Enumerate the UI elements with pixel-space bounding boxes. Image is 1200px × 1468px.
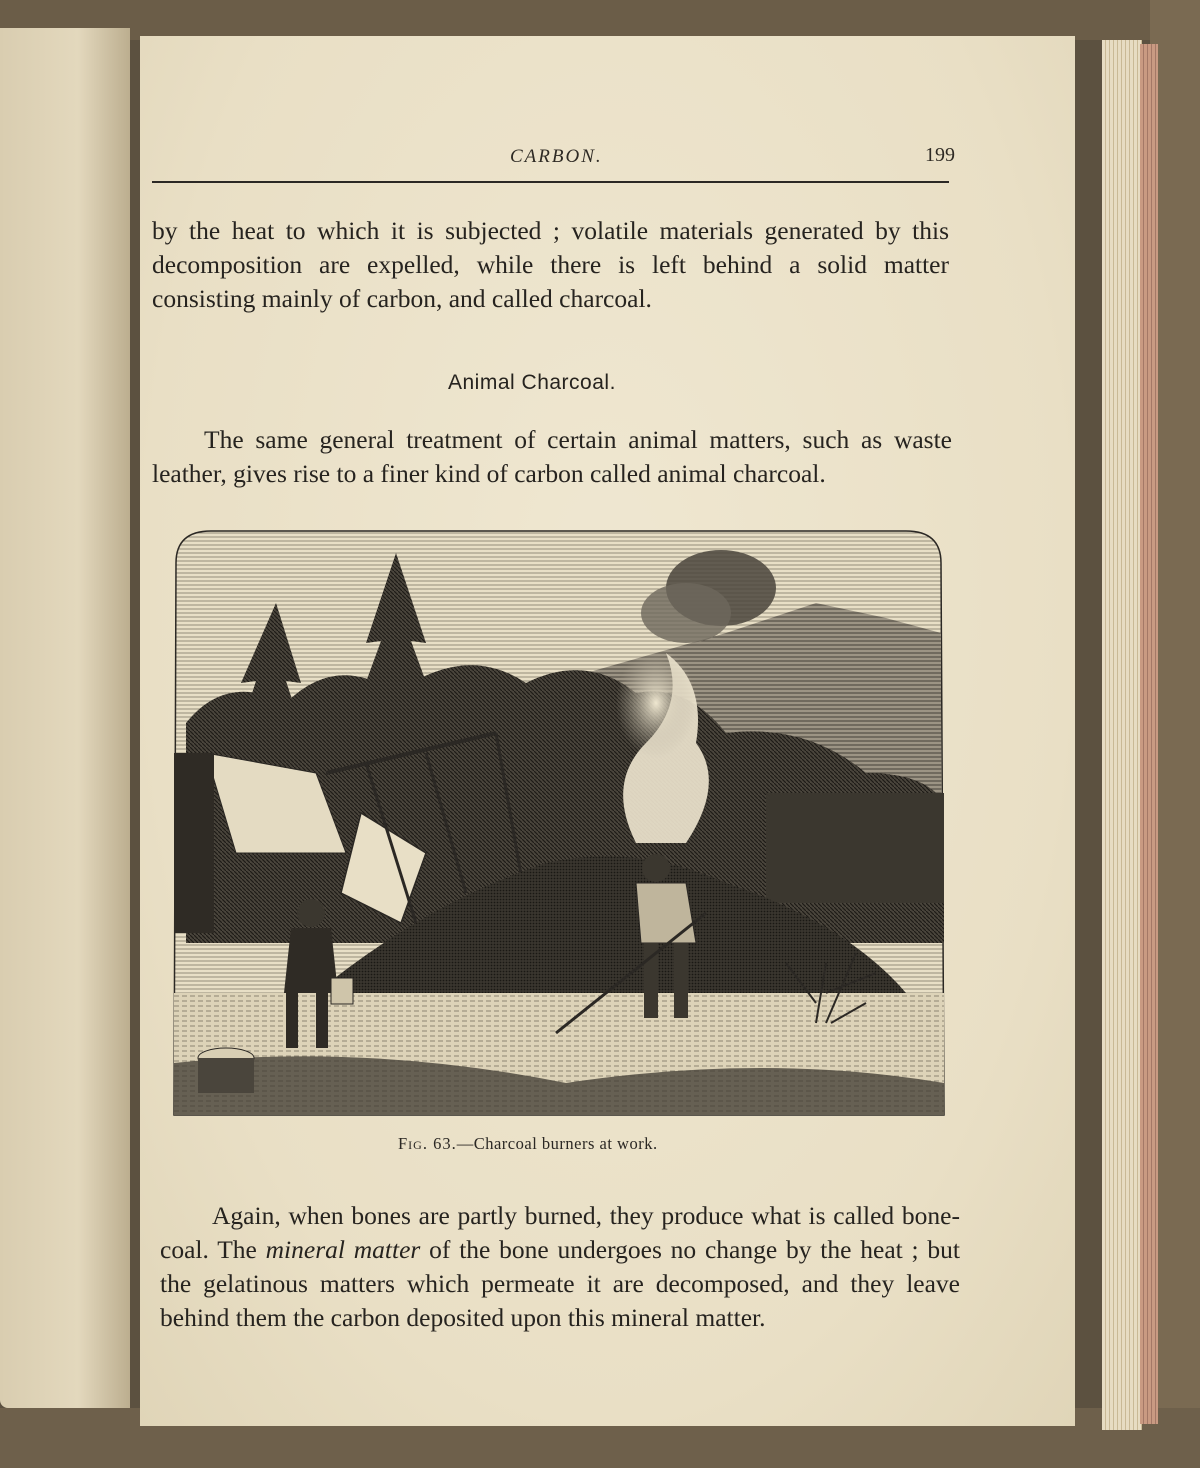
figure-label: Fig. 63. [398, 1134, 457, 1153]
bone-coal-text-2: of the bone undergoes no change by the heat ; but the gelatinous matters which permeate it are decomposed, and they leave behind them the carbon deposited upon this mineral matter. [160, 1235, 960, 1332]
page-edges-colored [1140, 44, 1158, 1424]
book-page [140, 36, 1075, 1426]
section-heading: Animal Charcoal. [448, 371, 616, 394]
charcoal-burners-engraving [166, 523, 952, 1123]
mineral-matter-italic: mineral matter [265, 1235, 421, 1264]
paragraph-animal-charcoal: The same general treatment of certain animal matters, such as waste leather, gives rise to a finer kind of carbon called animal charcoal. [152, 425, 952, 488]
figure-caption-text: —Charcoal burners at work. [456, 1134, 658, 1153]
facing-page-edge [0, 28, 130, 1408]
running-head: CARBON. [510, 146, 603, 167]
header-rule [152, 181, 949, 183]
page-edges [1102, 40, 1142, 1430]
figure-caption [398, 1134, 658, 1154]
book-cover-top [0, 0, 1200, 40]
paragraph-bone-coal [160, 1199, 960, 1335]
bone-coal-text-1: Again, when bones are partly burned, they produce what is called bone-coal. The [160, 1201, 960, 1264]
engraving-illustration [166, 523, 952, 1123]
paragraph-continuation: by the heat to which it is subjected ; volatile materials generated by this decomposition are expelled, while there is left behind a solid matter consisting mainly of carbon, and called charcoal. [152, 216, 949, 313]
page-number: 199 [925, 144, 955, 166]
